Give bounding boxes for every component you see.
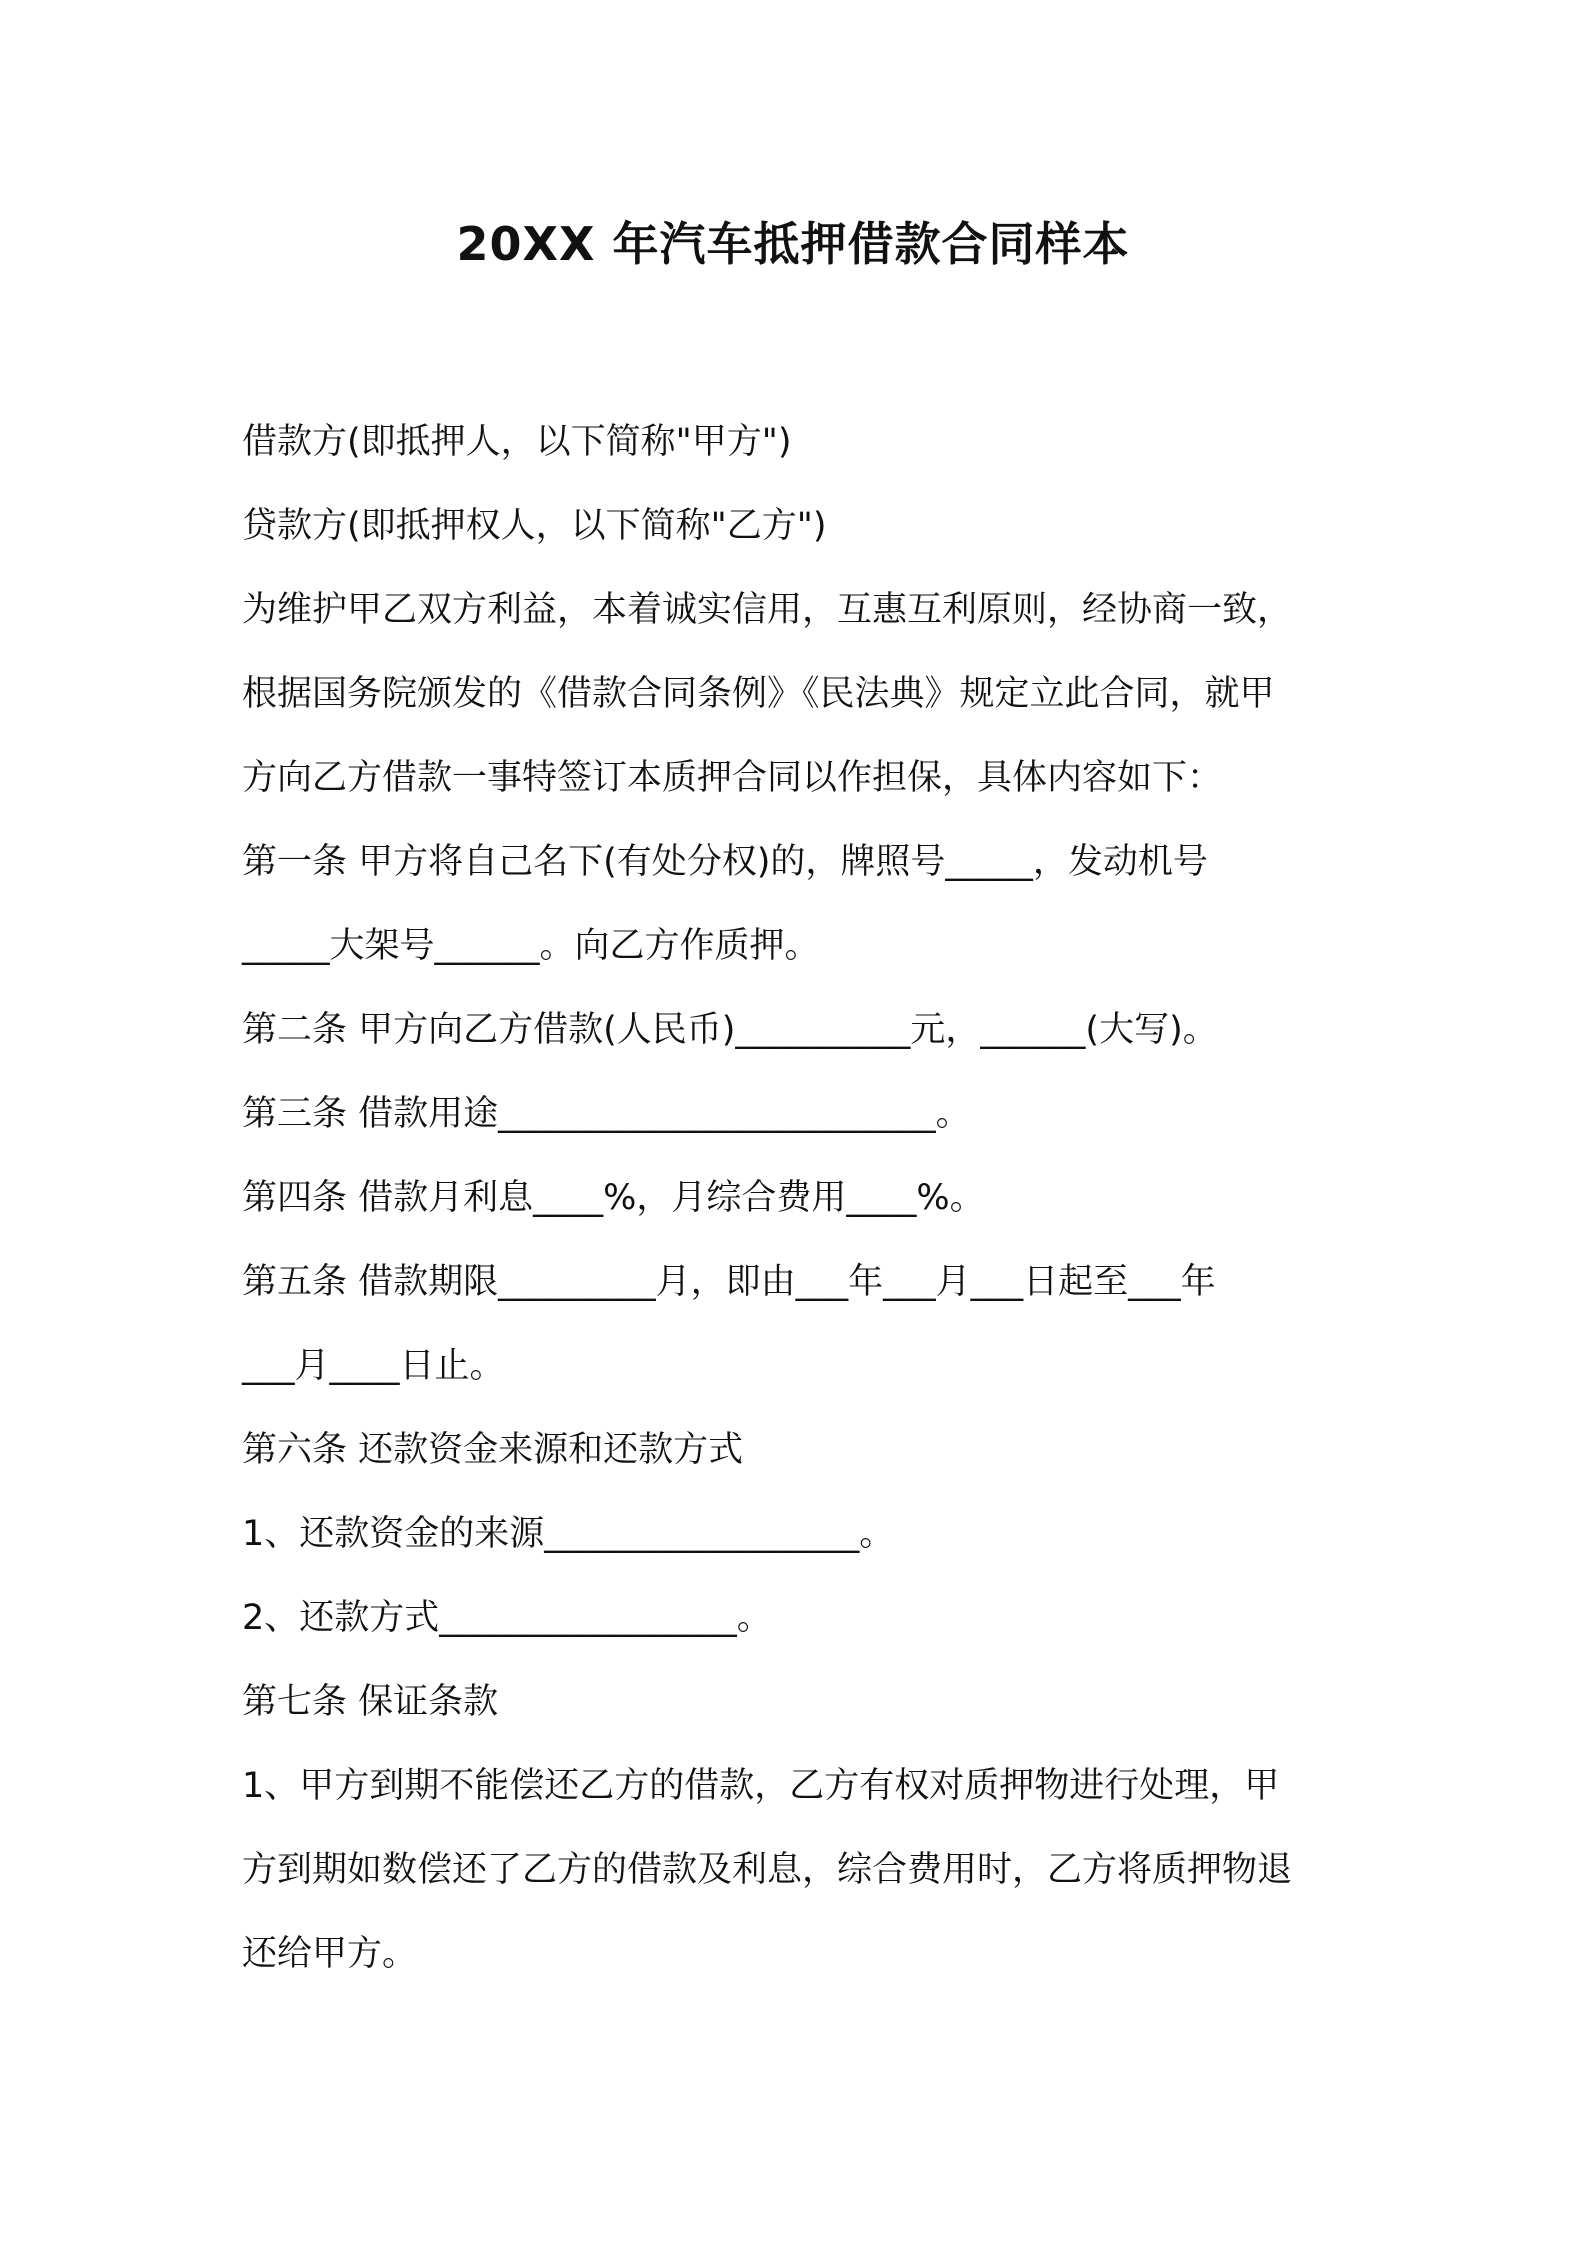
article-1-line-2: _____大架号______。向乙方作质押。 [242, 926, 820, 966]
article-7-item-1-line-2: 方到期如数偿还了乙方的借款及利息，综合费用时，乙方将质押物退 [242, 1850, 1293, 1890]
article-7-heading: 第七条 保证条款 [242, 1682, 499, 1722]
preamble-line-1: 为维护甲乙双方利益，本着诚实信用，互惠互利原则，经协商一致， [242, 590, 1293, 630]
article-7-item-1-line-1: 1、甲方到期不能偿还乙方的借款，乙方有权对质押物进行处理，甲 [242, 1766, 1280, 1806]
preamble-line-3: 方向乙方借款一事特签订本质押合同以作担保，具体内容如下： [242, 758, 1223, 798]
article-6-item-1: 1、还款资金的来源__________________。 [242, 1514, 895, 1554]
contract-body [242, 400, 1362, 1996]
article-5-line-1: 第五条 借款期限_________月，即由___年___月___日起至___年 [242, 1262, 1216, 1302]
article-1-line-1: 第一条 甲方将自己名下(有处分权)的，牌照号_____，发动机号 [242, 842, 1208, 882]
article-6-heading: 第六条 还款资金来源和还款方式 [242, 1430, 744, 1470]
article-6-item-2: 2、还款方式_________________。 [242, 1598, 772, 1638]
party-a-line: 借款方(即抵押人，以下简称"甲方") [242, 422, 792, 462]
article-5-line-2: ___月____日止。 [242, 1346, 505, 1386]
article-3-line: 第三条 借款用途_________________________。 [242, 1094, 971, 1134]
article-2-line: 第二条 甲方向乙方借款(人民币)__________元，______(大写)。 [242, 1010, 1218, 1050]
party-b-line: 贷款方(即抵押权人，以下简称"乙方") [242, 506, 827, 546]
document-title: 20XX 年汽车抵押借款合同样本 [456, 217, 1130, 271]
article-7-item-1-line-3: 还给甲方。 [242, 1934, 418, 1974]
preamble-line-2: 根据国务院颁发的《借款合同条例》《民法典》规定立此合同，就甲 [242, 674, 1275, 714]
article-4-line: 第四条 借款月利息____%，月综合费用____%。 [242, 1178, 985, 1218]
